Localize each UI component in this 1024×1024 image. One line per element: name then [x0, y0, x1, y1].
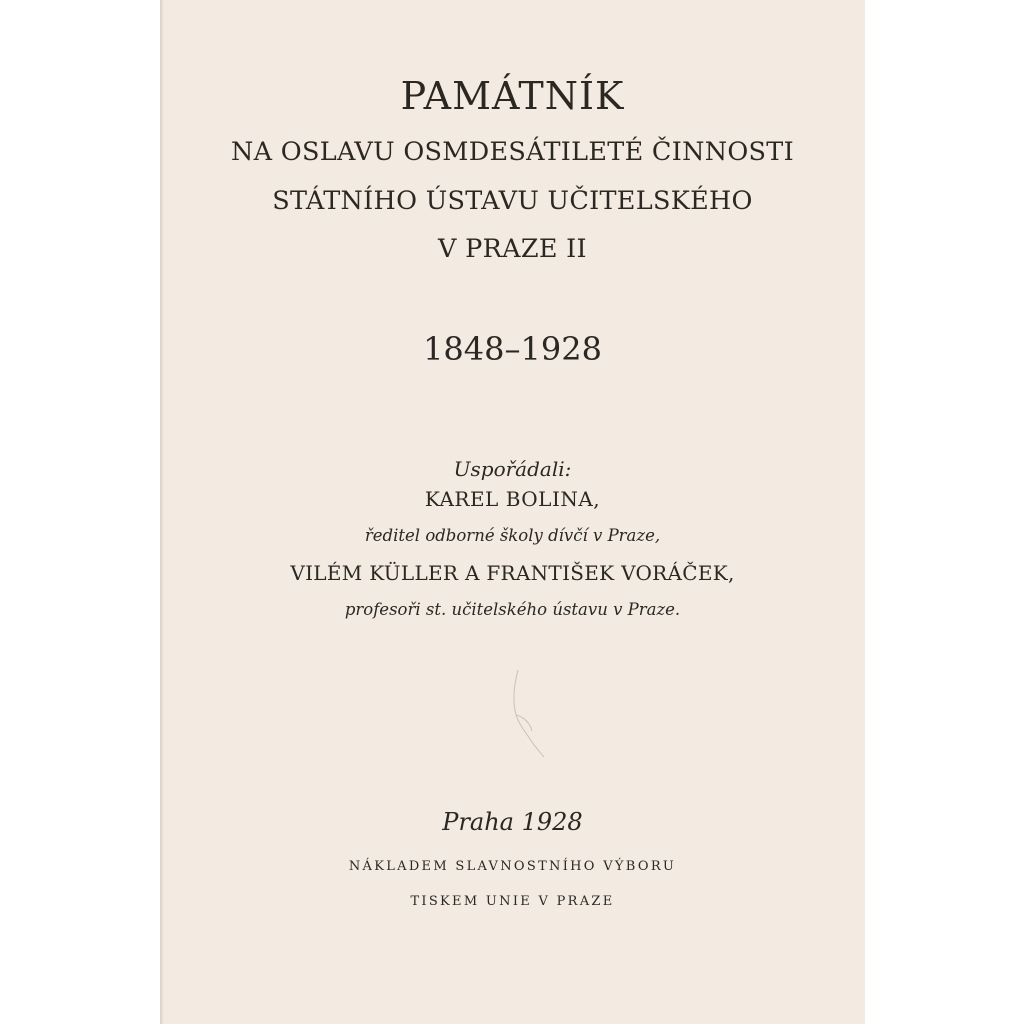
subtitle-line-2: STÁTNÍHO ÚSTAVU UČITELSKÉHO — [272, 186, 753, 216]
book-title: PAMÁTNÍK — [400, 74, 625, 118]
year-range: 1848–1928 — [423, 330, 602, 368]
printer-line: TISKEM UNIE V PRAZE — [410, 894, 615, 909]
publisher-line: NÁKLADEM SLAVNOSTNÍHO VÝBORU — [348, 859, 677, 874]
subtitle-line-3: V PRAZE II — [438, 234, 587, 264]
editor-name-1: KAREL BOLINA, — [424, 487, 601, 511]
place-and-year: Praha 1928 — [442, 808, 583, 836]
editor-role-1: ředitel odborné školy dívčí v Praze, — [364, 526, 661, 545]
editors-label: Uspořádali: — [453, 457, 572, 481]
editor-names-2: VILÉM KÜLLER A FRANTIŠEK VORÁČEK, — [290, 561, 735, 585]
title-page — [160, 0, 865, 1024]
subtitle-line-1: NA OSLAVU OSMDESÁTILETÉ ČINNOSTI — [231, 137, 794, 167]
pencil-mark-decoration — [500, 665, 560, 760]
editor-role-2: profesoři st. učitelského ústavu v Praze. — [344, 600, 681, 619]
